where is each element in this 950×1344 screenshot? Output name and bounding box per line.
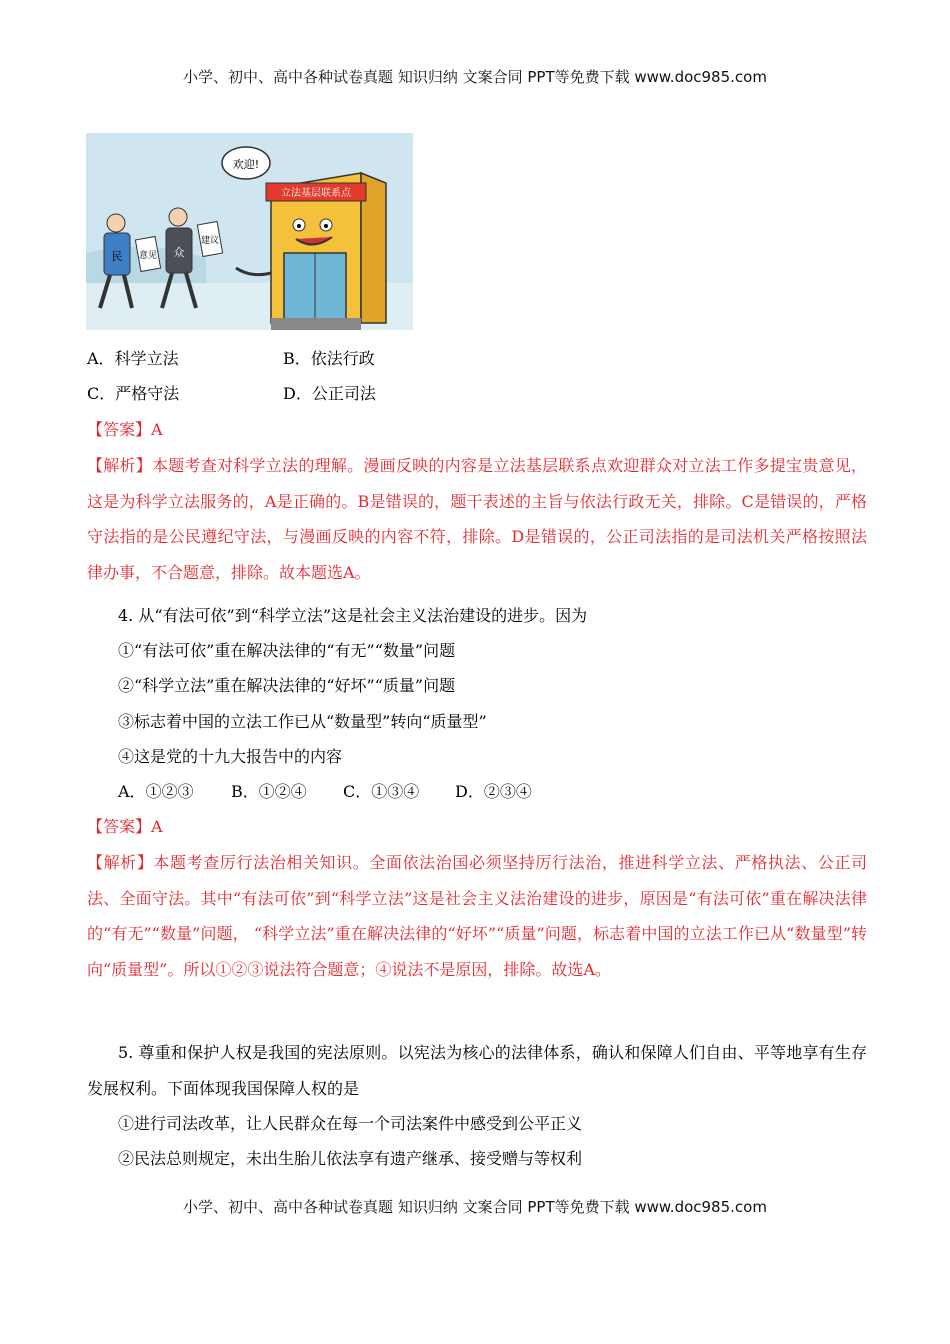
paper-1-text: 意见 — [138, 251, 158, 261]
shirt-1-text: 民 — [111, 250, 123, 263]
q4-option-d: D．②③④ — [455, 782, 532, 801]
q4-option-c: C．①③④ — [343, 782, 420, 801]
q4-stem: 4. 从“有法可依”到“科学立法”这是社会主义法治建设的进步。因为 — [118, 606, 588, 625]
q4-item-1: ①“有法可依”重在解决法律的“有无”“数量”问题 — [118, 641, 456, 660]
q4-option-a: A．①②③ — [118, 782, 194, 801]
q3-option-c: C．严格守法 — [87, 384, 180, 403]
q5-stem: 5. 尊重和保护人权是我国的宪法原则。以宪法为核心的法律体系，确认和保障人们自由、平等地享有生存发展权利。下面体现我国保障人权的是 — [87, 1043, 867, 1098]
q3-option-a: A．科学立法 — [87, 349, 179, 368]
speech-text: 欢迎! — [232, 158, 260, 171]
cartoon-image — [86, 133, 413, 330]
shirt-2-text: 众 — [173, 246, 185, 259]
q3-answer: 【答案】A — [87, 420, 163, 439]
q4-answer: 【答案】A — [87, 817, 163, 836]
q5-item-2: ②民法总则规定，未出生胎儿依法享有遗产继承、接受赠与等权利 — [118, 1149, 583, 1168]
q4-analysis: 【解析】本题考查厉行法治相关知识。全面依法治国必须坚持厉行法治，推进科学立法、严格执法、公正司法、全面守法。其中“有法可依”到“科学立法”这是社会主义法治建设的进步，原因是“有法可依”重在解决法律的“有无”“数量”问题， “科学立法”重在解决法律的“好坏”“质量”问题，标志着中国的立法工作已从“数量型”转向“质量型”。所以①②③说法符合题意；④说法不是原因，排除。故选A。 — [87, 853, 867, 979]
sign-text: 立法基层联系点 — [281, 188, 351, 199]
page-header: 小学、初中、高中各种试卷真题 知识归纳 文案合同 PPT等免费下载 www.doc985.com — [183, 68, 767, 86]
q3-option-d: D．公正司法 — [283, 384, 376, 403]
q3-option-b: B．依法行政 — [283, 349, 375, 368]
q3-analysis: 【解析】本题考查对科学立法的理解。漫画反映的内容是立法基层联系点欢迎群众对立法工作多提宝贵意见，这是为科学立法服务的，A是正确的。B是错误的，题干表述的主旨与依法行政无关，排除。C是错误的，严格守法指的是公民遵纪守法，与漫画反映的内容不符，排除。D是错误的，公正司法指的是司法机关严格按照法律办事，不合题意，排除。故本题选A。 — [87, 456, 867, 582]
q4-item-3: ③标志着中国的立法工作已从“数量型”转向“质量型” — [118, 712, 487, 731]
q5-item-1: ①进行司法改革，让人民群众在每一个司法案件中感受到公平正义 — [118, 1114, 583, 1133]
paper-2-text: 建议 — [200, 236, 220, 246]
q4-item-2: ②“科学立法”重在解决法律的“好坏”“质量”问题 — [118, 676, 456, 695]
q4-item-4: ④这是党的十九大报告中的内容 — [118, 747, 343, 766]
page-footer: 小学、初中、高中各种试卷真题 知识归纳 文案合同 PPT等免费下载 www.doc985.com — [183, 1198, 767, 1216]
q4-option-b: B．①②④ — [231, 782, 307, 801]
